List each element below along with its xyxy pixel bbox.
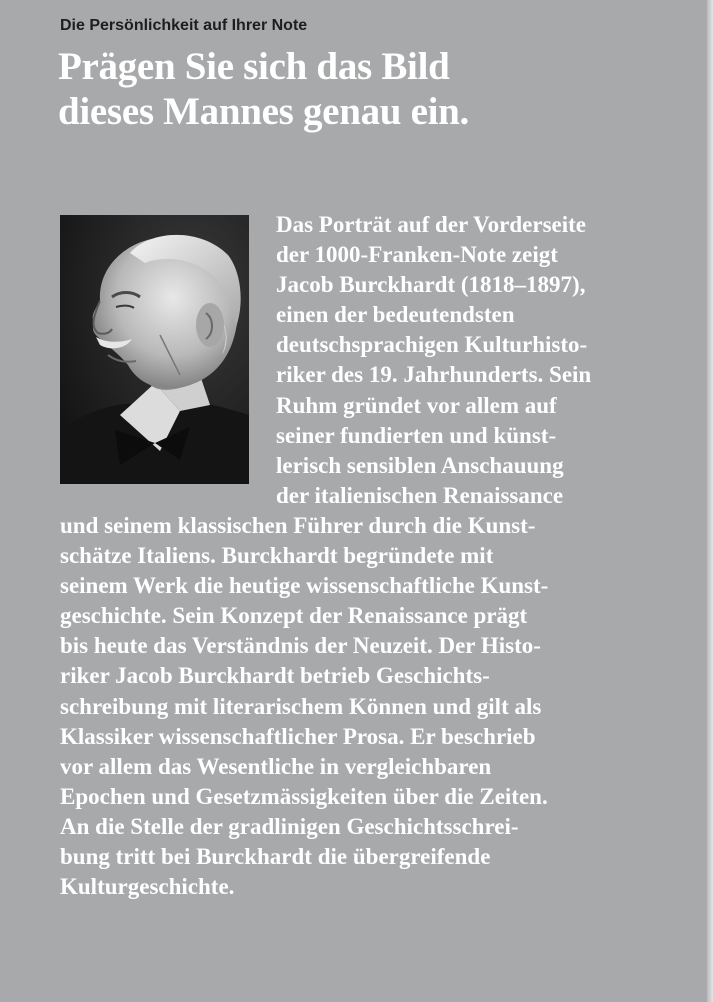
body-line: und seinem klassischen Führer durch die Kunst- bbox=[60, 512, 536, 538]
body-line: einen der bedeutendsten bbox=[276, 302, 515, 328]
page-edge bbox=[707, 0, 713, 1002]
body-line: deutschsprachigen Kulturhisto- bbox=[276, 332, 588, 358]
article-body bbox=[60, 210, 680, 902]
body-line: vor allem das Wesentliche in vergleichbaren bbox=[60, 753, 492, 779]
body-line: bung tritt bei Burckhardt die übergreifende bbox=[60, 843, 491, 869]
body-line: Ruhm gründet vor allem auf bbox=[276, 392, 557, 418]
body-line: riker Jacob Burckhardt betrieb Geschichts- bbox=[60, 663, 490, 689]
body-line: schätze Italiens. Burckhardt begründete mit bbox=[60, 543, 494, 569]
headline bbox=[58, 44, 678, 134]
body-line: Kulturgeschichte. bbox=[60, 874, 235, 900]
body-line: der 1000-Franken-Note zeigt bbox=[276, 242, 558, 268]
body-line: der italienischen Renaissance bbox=[276, 482, 564, 508]
body-line: Epochen und Gesetzmässigkeiten über die Zeiten. bbox=[60, 783, 548, 809]
body-line: Klassiker wissenschaftlicher Prosa. Er beschrieb bbox=[60, 723, 536, 749]
body-line: An die Stelle der gradlinigen Geschichtsschrei- bbox=[60, 813, 519, 839]
body-line: riker des 19. Jahrhunderts. Sein bbox=[276, 362, 592, 388]
body-line: Jacob Burckhardt (1818–1897), bbox=[276, 272, 586, 298]
body-line: seiner fundierten und künst- bbox=[276, 422, 557, 448]
body-line: Das Porträt auf der Vorderseite bbox=[276, 212, 587, 237]
kicker-text: Die Persönlichkeit auf Ihrer Note bbox=[60, 17, 308, 34]
headline-line: Prägen Sie sich das Bild bbox=[58, 45, 450, 88]
headline-line: dieses Mannes genau ein. bbox=[58, 90, 470, 133]
body-line: geschichte. Sein Konzept der Renaissance prägt bbox=[60, 603, 528, 629]
body-line: seinem Werk die heutige wissenschaftliche Kunst- bbox=[60, 573, 549, 599]
body-line: lerisch sensiblen Anschauung bbox=[276, 452, 564, 478]
body-line: bis heute das Verständnis der Neuzeit. Der Histo- bbox=[60, 633, 541, 659]
body-line: schreibung mit literarischem Können und gilt als bbox=[60, 693, 542, 719]
